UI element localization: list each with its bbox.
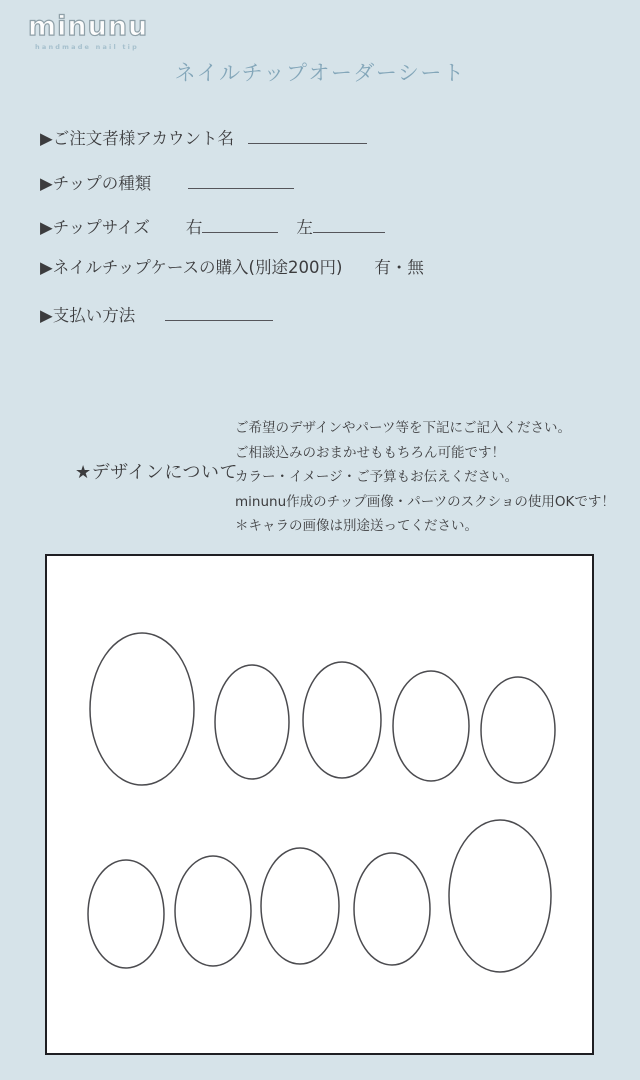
field-account-name — [40, 125, 367, 150]
design-note-line: ご希望のデザインやパーツ等を下記にご記入ください。 — [235, 420, 572, 436]
field-case-purchase-label: ▶ネイルチップケースの購入(別途200円) — [40, 258, 343, 277]
brand-tagline: handmade nail tip — [35, 43, 139, 51]
design-note-line: ご相談込みのおまかせももちろん可能です！ — [235, 444, 505, 461]
field-payment — [40, 302, 273, 327]
design-note-line: minunu作成のチップ画像・パーツのスクショの使用OKです！ — [235, 493, 615, 510]
tip-size-left-blank[interactable] — [313, 214, 385, 233]
brand-logo — [28, 11, 149, 51]
field-account-name-label: ▶ご注文者様アカウント名 — [40, 129, 235, 148]
tip-type-blank[interactable] — [188, 170, 294, 189]
nail-oval-top-row-pinky — [481, 677, 555, 783]
nail-ovals-svg — [47, 556, 592, 1053]
payment-blank[interactable] — [165, 302, 273, 321]
field-tip-type-label: ▶チップの種類 — [40, 174, 152, 193]
nail-oval-bottom-row-ring — [175, 856, 251, 966]
tip-size-left-label: 左 — [296, 218, 313, 237]
nail-oval-top-row-thumb — [90, 633, 194, 785]
field-tip-type — [40, 170, 294, 195]
nail-oval-bottom-row-middle — [261, 848, 339, 964]
nail-oval-bottom-row-index — [354, 853, 430, 965]
design-canvas[interactable] — [45, 554, 594, 1055]
field-payment-label: ▶支払い方法 — [40, 306, 136, 325]
nail-oval-top-row-index — [215, 665, 289, 779]
tip-size-right-label: 右 — [185, 218, 203, 237]
design-note-line: カラー・イメージ・ご予算もお伝えください。 — [235, 469, 519, 486]
account-name-blank[interactable] — [248, 125, 367, 144]
nail-oval-top-row-ring — [393, 671, 469, 781]
nail-oval-bottom-row-thumb — [449, 820, 551, 972]
brand-logo-text: minunu — [28, 11, 149, 42]
design-section-notes — [235, 416, 615, 539]
nail-oval-bottom-row-pinky — [88, 860, 164, 968]
field-case-purchase — [40, 257, 424, 279]
nail-oval-top-row-middle — [303, 662, 381, 778]
page-title: ネイルチップオーダーシート — [174, 61, 466, 85]
tip-size-right-blank[interactable] — [202, 214, 278, 233]
case-purchase-options[interactable]: 有・無 — [374, 258, 424, 277]
field-tip-size-label: ▶チップサイズ — [40, 218, 150, 237]
design-section-heading: ★デザインについて — [75, 462, 239, 483]
design-note-line: ＊キャラの画像は別途送ってください。 — [235, 518, 478, 535]
field-tip-size — [40, 214, 385, 239]
